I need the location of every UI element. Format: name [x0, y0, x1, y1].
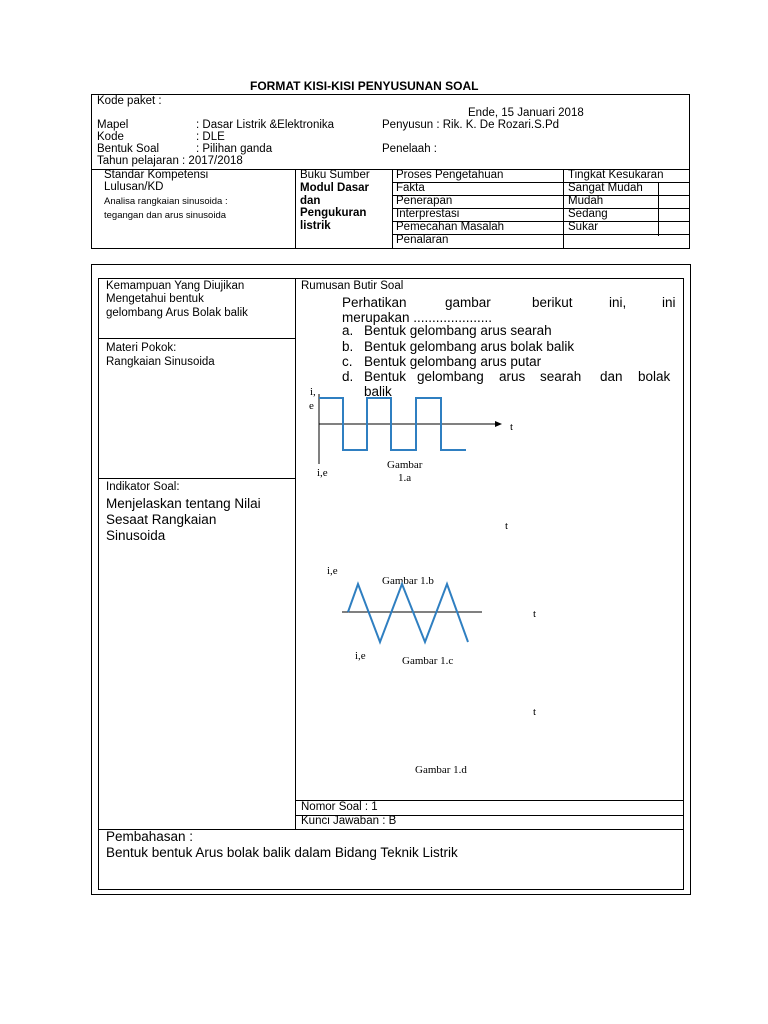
option-d-line-2: balik [364, 384, 392, 399]
tingkat-item: Sukar [568, 221, 599, 233]
fig-a-caption-1: Gambar [387, 459, 423, 471]
buku-line-2: dan [300, 195, 321, 207]
proses-item: Fakta [396, 182, 425, 194]
sk-label-1: Standar Kompetensi [104, 169, 209, 181]
fig-a-t-label: t [510, 421, 514, 433]
materi-value: Rangkaian Sinusoida [106, 356, 215, 368]
kode-value: : DLE [196, 131, 225, 143]
fig-b-y-label: i,e [327, 565, 338, 577]
option-d-word: searah [540, 369, 582, 384]
proses-header: Proses Pengetahuan [396, 169, 504, 181]
stem-word: ini [662, 295, 676, 310]
option-letter: b. [342, 339, 354, 354]
mapel-label: Mapel [97, 119, 129, 131]
kemampuan-line-1: Mengetahui bentuk [106, 293, 204, 305]
fig-c-bottom-label: i,e [355, 650, 366, 662]
tingkat-item: Sedang [568, 208, 608, 220]
indikator-label: Indikator Soal: [106, 481, 180, 493]
buku-line-3: Pengukuran [300, 207, 367, 219]
option-d-word: bolak [638, 369, 671, 384]
option-letter: c. [342, 354, 353, 369]
fig-c-caption: Gambar 1.c [402, 655, 454, 667]
option-d-word: Bentuk [364, 369, 407, 384]
option-text: Bentuk gelombang arus searah [364, 323, 552, 338]
fig-b-t-label: t [505, 520, 509, 532]
option-text: Bentuk gelombang arus putar [364, 354, 542, 369]
buku-label: Buku Sumber [300, 169, 370, 181]
fig-d-t-label: t [533, 706, 537, 718]
kemampuan-line-2: gelombang Arus Bolak balik [106, 307, 248, 319]
bentuk-label: Bentuk Soal [97, 143, 160, 155]
fig-c-triangle-wave [348, 584, 468, 642]
rumusan-label: Rumusan Butir Soal [301, 280, 404, 292]
materi-divider [98, 478, 295, 479]
kunci-jawaban: Kunci Jawaban : B [301, 815, 397, 827]
indikator-line-3: Sinusoida [106, 528, 166, 543]
penyusun-text: Penyusun : Rik. K. De Rozari.S.Pd [382, 119, 560, 131]
penelaah-text: Penelaah : [382, 143, 437, 155]
fig-a-ylabel-2: e [309, 400, 314, 412]
square-wave-diagram [316, 394, 506, 464]
sk-divider [295, 169, 296, 249]
bentuk-value: : Pilihan ganda [196, 143, 273, 155]
buku-divider [392, 169, 393, 249]
fig-a-arrowhead [495, 421, 502, 427]
kemampuan-divider [98, 338, 295, 339]
tingkat-divider [658, 182, 659, 236]
option-letter: a. [342, 323, 354, 338]
buku-line-1: Modul Dasar [300, 182, 370, 194]
kode-paket-label: Kode paket : [97, 95, 162, 107]
fig-c-t-label: t [533, 608, 537, 620]
option-d-word: gelombang [417, 369, 484, 384]
indikator-line-1: Menjelaskan tentang Nilai [106, 496, 261, 511]
kode-label: Kode [97, 131, 124, 143]
stem-word: gambar [445, 295, 491, 310]
row-line-1 [392, 182, 690, 183]
pembahasan-label: Pembahasan : [106, 829, 194, 844]
proses-item: Interprestasi [396, 208, 460, 220]
materi-label: Materi Pokok: [106, 342, 177, 354]
option-d-word: dan [600, 369, 623, 384]
option-text: Bentuk gelombang arus bolak balik [364, 339, 575, 354]
header-date: Ende, 15 Januari 2018 [468, 107, 584, 119]
proses-divider [563, 169, 564, 249]
fig-d-caption: Gambar 1.d [415, 764, 467, 776]
proses-item: Penerapan [396, 195, 453, 207]
proses-item: Penalaran [396, 234, 449, 246]
option-letter: d. [342, 369, 354, 384]
option-d-word: arus [499, 369, 526, 384]
nomor-soal: Nomor Soal : 1 [301, 801, 378, 813]
mapel-value: : Dasar Listrik &Elektronika [196, 119, 335, 131]
triangle-wave-diagram [340, 580, 485, 650]
kemampuan-label: Kemampuan Yang Diujikan [106, 280, 245, 292]
stem-word: berikut [532, 295, 573, 310]
sk-label-2: Lulusan/KD [104, 181, 164, 193]
tingkat-item: Sangat Mudah [568, 182, 643, 194]
tingkat-header: Tingkat Kesukaran [568, 169, 664, 181]
left-column-divider [295, 278, 296, 829]
sk-desc-2: tegangan dan arus sinusoida [104, 210, 227, 221]
indikator-line-2: Sesaat Rangkaian [106, 512, 217, 527]
fig-a-bottom-label: i,e [317, 467, 328, 479]
stem-word: ini, [609, 295, 627, 310]
fig-a-caption-2: 1.a [398, 472, 412, 484]
stem-line-2: merupakan ..................... [342, 310, 493, 325]
stem-word: Perhatikan [342, 295, 407, 310]
buku-line-4: listrik [300, 220, 331, 232]
proses-item: Pemecahan Masalah [396, 221, 505, 233]
pembahasan-text: Bentuk bentuk Arus bolak balik dalam Bidang Teknik Listrik [106, 845, 458, 860]
fig-b-caption: Gambar 1.b [382, 575, 434, 587]
tahun-text: Tahun pelajaran : 2017/2018 [97, 155, 243, 167]
fig-a-ylabel-1: i, [310, 386, 316, 398]
tingkat-item: Mudah [568, 195, 604, 207]
sk-desc-1: Analisa rangkaian sinusoida : [104, 196, 228, 207]
page-title: FORMAT KISI-KISI PENYUSUNAN SOAL [250, 79, 479, 93]
